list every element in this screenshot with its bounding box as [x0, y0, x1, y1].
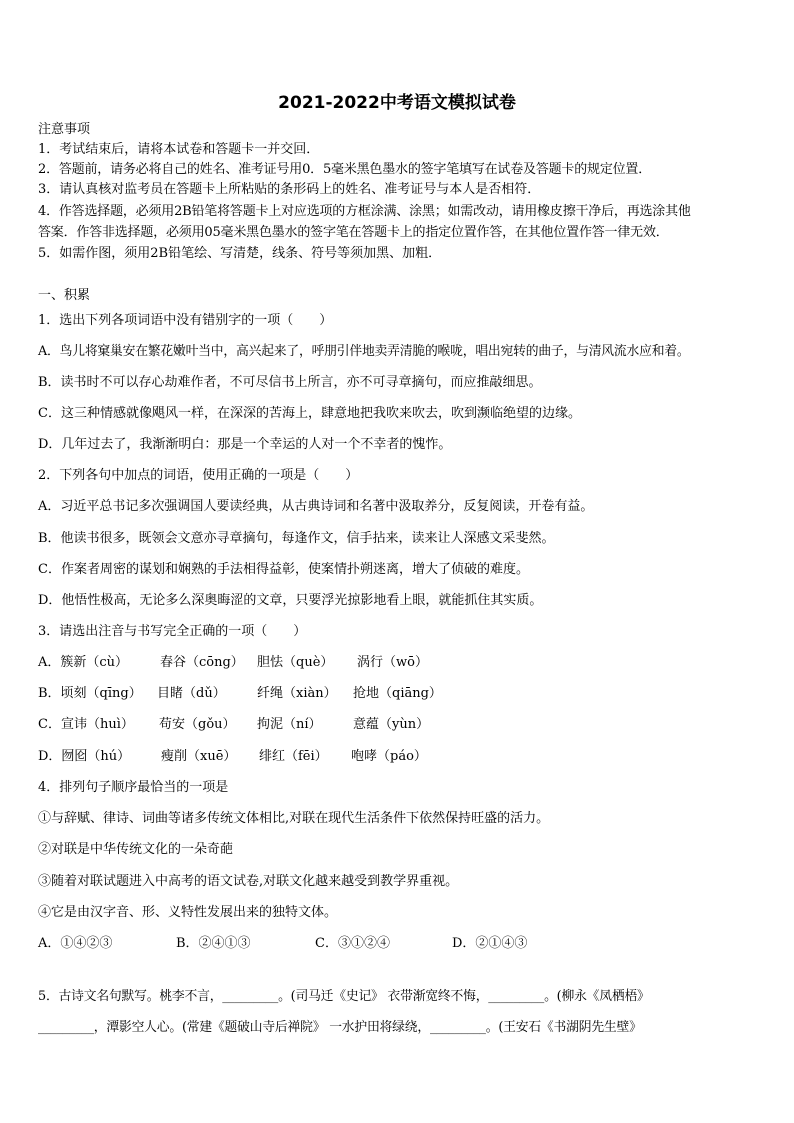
- answer-option: B．他读书很多，既领会文意亦寻章摘句，每逢作文，信手拈来，读来让人深感文采斐然。: [38, 531, 555, 546]
- pinyin-item: 胆怯（què）: [257, 655, 334, 670]
- notice-item: 5．如需作图，须用2B铅笔绘、写清楚，线条、符号等须加黑、加粗．: [38, 246, 442, 261]
- sentence-item: ④它是由汉字音、形、义特性发展出来的独特文体。: [38, 905, 338, 920]
- section-heading: 一、积累: [38, 288, 91, 303]
- answer-option-row: [38, 685, 442, 703]
- notice-item: 4．作答选择题，必须用2B铅笔将答题卡上对应选项的方框涂满、涂黑；如需改动，请用橡皮擦干净后，再选涂其他: [38, 204, 691, 219]
- notice-heading: 注意事项: [38, 122, 91, 137]
- answer-option-row: [38, 654, 428, 672]
- pinyin-item: 咆哮（páo）: [351, 749, 427, 764]
- answer-option: C．这三种情感就像飓风一样，在深深的苦海上，肆意地把我吹来吹去，吹到濒临绝望的边缘。: [38, 406, 581, 421]
- pinyin-item: B．顷刻（qīng）: [38, 686, 142, 701]
- pinyin-item: 意蕴（yùn）: [353, 717, 430, 732]
- sentence-item: ①与辞赋、律诗、词曲等诸多传统文体相比,对联在现代生活条件下依然保持旺盛的活力。: [38, 811, 550, 826]
- answer-option: B．读书时不可以存心劫难作者，不可尽信书上所言，亦不可寻章摘句，而应推敲细思。: [38, 375, 542, 390]
- fill-in-line: 5．古诗文名句默写。桃李不言，_________。(司马迁《史记》 衣带渐宽终不悔，_________。(柳永《凤栖梧》: [38, 989, 650, 1004]
- question-stem: 2．下列各句中加点的词语，使用正确的一项是（ ）: [38, 468, 359, 483]
- pinyin-item: 绯红（fēi）: [259, 749, 328, 764]
- pinyin-item: 目睹（dǔ）: [157, 686, 226, 701]
- question-stem: 3．请选出注音与书写完全正确的一项（ ）: [38, 624, 307, 639]
- answer-option-row: [38, 716, 429, 734]
- pinyin-item: D．囫囵（hú）: [38, 749, 131, 764]
- question-stem: 1．选出下列各项词语中没有错别字的一项（ ）: [38, 313, 333, 328]
- pinyin-item: 苟安（gǒu）: [159, 717, 236, 732]
- answer-option: D．几年过去了，我渐渐明白：那是一个幸运的人对一个不幸者的愧怍。: [38, 437, 452, 452]
- answer-option: B．②④①③: [176, 936, 251, 951]
- pinyin-item: A．簇新（cù）: [38, 655, 129, 670]
- answer-option: A．习近平总书记多次强调国人要读经典，从古典诗词和名著中汲取养分，反复阅读，开卷有益。: [38, 499, 594, 514]
- fill-in-line: _________，潭影空人心。(常建《题破山寺后禅院》 一水护田将绿绕，_________。(王安石《书湖阴先生壁》: [38, 1020, 642, 1035]
- pinyin-item: 春谷（cōng）: [160, 655, 244, 670]
- answer-option-row: [38, 748, 427, 766]
- answer-option: A．鸟儿将窠巢安在繁花嫩叶当中，高兴起来了，呼朋引伴地卖弄清脆的喉咙，唱出宛转的曲子，与清风流水应和着。: [38, 344, 690, 359]
- question-stem: 4．排列句子顺序最恰当的一项是: [38, 780, 229, 795]
- pinyin-item: 抢地（qiāng）: [353, 686, 442, 701]
- answer-option-row: [38, 935, 527, 953]
- exam-title: 2021-2022中考语文模拟试卷: [278, 93, 516, 113]
- answer-option: D．②①④③: [452, 936, 528, 951]
- pinyin-item: 涡行（wō）: [357, 655, 428, 670]
- pinyin-item: C．宣讳（huì）: [38, 717, 134, 732]
- pinyin-item: 瘦削（xuē）: [161, 749, 237, 764]
- answer-option: D．他悟性极高，无论多么深奥晦涩的文章，只要浮光掠影地看上眼，就能抓住其实质。: [38, 593, 543, 608]
- pinyin-item: 拘泥（ní）: [257, 717, 322, 732]
- notice-item: 答案．作答非选择题，必须用05毫米黑色墨水的签字笔在答题卡上的指定位置作答，在其他位置作答一律无效．: [38, 225, 669, 240]
- answer-option: A．①④②③: [38, 936, 113, 951]
- notice-item: 3．请认真核对监考员在答题卡上所粘贴的条形码上的姓名、准考证号与本人是否相符．: [38, 182, 541, 197]
- notice-item: 2．答题前，请务必将自己的姓名、准考证号用0．5毫米黑色墨水的签字笔填写在试卷及答题卡的规定位置．: [38, 162, 652, 177]
- pinyin-item: 纤绳（xiàn）: [257, 686, 337, 701]
- sentence-item: ②对联是中华传统文化的一朵奇葩: [38, 842, 234, 857]
- answer-option: C．③①②④: [315, 936, 390, 951]
- notice-item: 1．考试结束后，请将本试卷和答题卡一并交回．: [38, 142, 320, 157]
- sentence-item: ③随着对联试题进入中高考的语文试卷,对联文化越来越受到教学界重视。: [38, 874, 459, 889]
- answer-option: C．作案者周密的谋划和娴熟的手法相得益彰，使案情扑朔迷离，增大了侦破的难度。: [38, 562, 529, 577]
